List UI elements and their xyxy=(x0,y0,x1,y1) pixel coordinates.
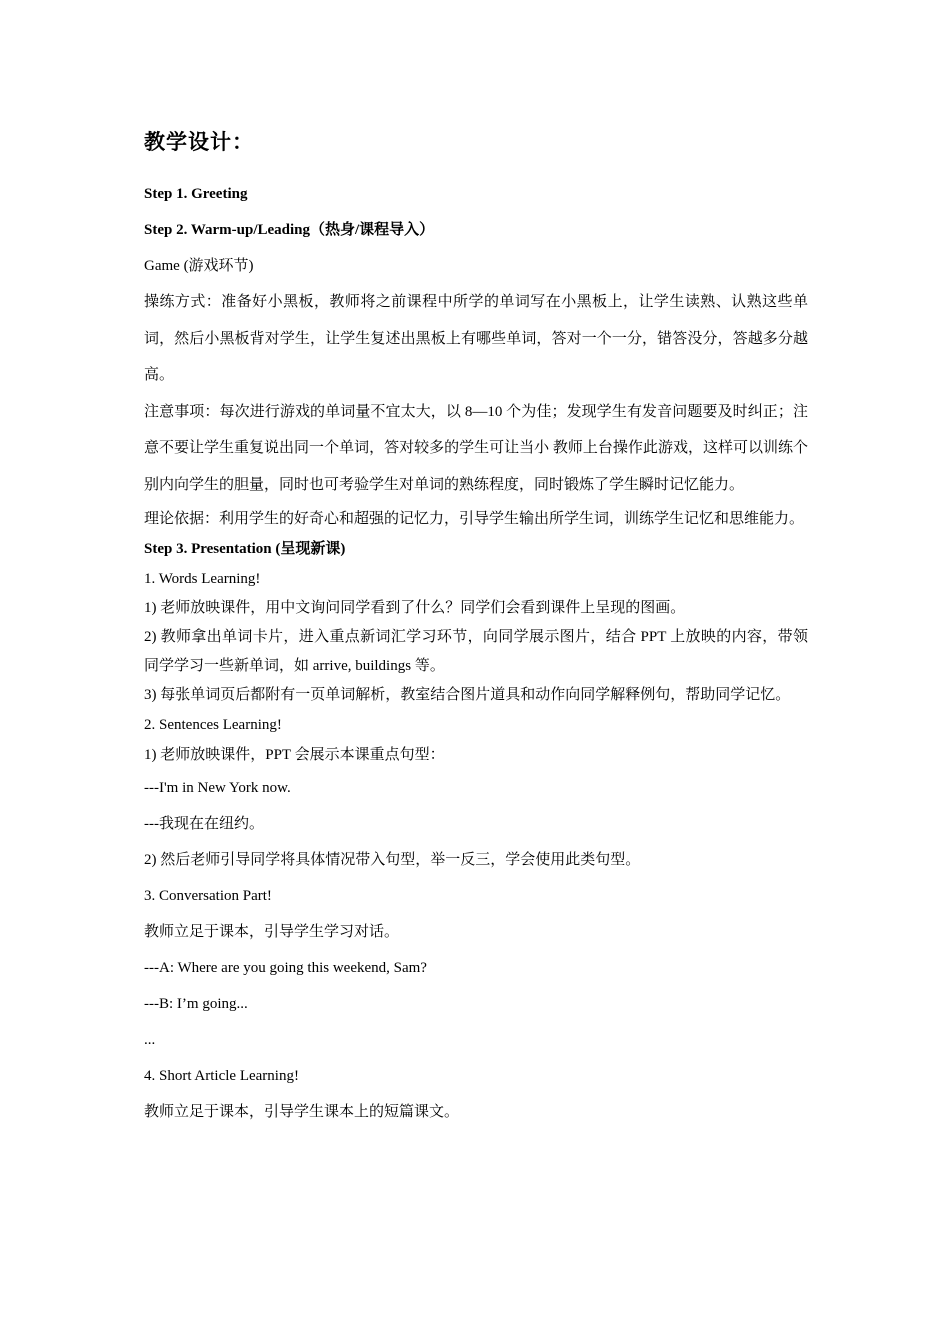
conversation-line-b: ---B: I’m going... xyxy=(144,996,248,1012)
sentences-learning-item-1: 1) 老师放映课件，PPT 会展示本课重点句型： xyxy=(144,747,445,763)
document-body xyxy=(144,126,808,1130)
sentence-example-chinese: ---我现在在纽约。 xyxy=(144,816,264,832)
words-learning-item-3: 3) 每张单词页后都附有一页单词解析，教室结合图片道具和动作向同学解释例句，帮助同学记忆。 xyxy=(144,687,791,703)
step1-heading: Step 1. Greeting xyxy=(144,186,248,202)
words-learning-heading: 1. Words Learning! xyxy=(144,571,261,587)
conversation-ellipsis: ... xyxy=(144,1032,156,1048)
words-learning-item-2: 2) 教师拿出单词卡片，进入重点新词汇学习环节，向同学展示图片，结合 PPT 上放映的内容，带领同学学习一些新单词，如 arrive, buildings 等。 xyxy=(144,629,808,674)
words-learning-item-1: 1) 老师放映课件，用中文询问同学看到了什么？同学们会看到课件上呈现的图画。 xyxy=(144,600,686,616)
notes-paragraph: 注意事项：每次进行游戏的单词量不宜太大，以 8—10 个为佳；发现学生有发音问题要及时纠正；注意不要让学生重复说出同一个单词，答对较多的学生可让当小 教师上台操作此游戏，这样可以训练个别内向学生的胆量，同时也可考验学生对单词的熟练程度，同时锻炼了学生瞬时记忆能力。 xyxy=(144,403,808,493)
step3-heading: Step 3. Presentation (呈现新课) xyxy=(144,541,346,557)
conversation-intro: 教师立足于课本，引导学生学习对话。 xyxy=(144,924,400,940)
short-article-intro: 教师立足于课本，引导学生课本上的短篇课文。 xyxy=(144,1104,460,1120)
theory-paragraph: 理论依据：利用学生的好奇心和超强的记忆力，引导学生输出所学生词，训练学生记忆和思维能力。 xyxy=(144,511,805,527)
short-article-heading: 4. Short Article Learning! xyxy=(144,1068,299,1084)
step2-heading: Step 2. Warm-up/Leading（热身/课程导入） xyxy=(144,222,435,238)
conversation-heading: 3. Conversation Part! xyxy=(144,888,272,904)
method-paragraph: 操练方式：准备好小黑板，教师将之前课程中所学的单词写在小黑板上，让学生读熟、认熟这些单词，然后小黑板背对学生，让学生复述出黑板上有哪些单词，答对一个一分，错答没分，答越多分越高。 xyxy=(144,294,808,383)
conversation-line-a: ---A: Where are you going this weekend, Sam? xyxy=(144,960,427,976)
sentences-learning-heading: 2. Sentences Learning! xyxy=(144,717,282,733)
page-title: 教学设计： xyxy=(144,130,254,154)
sentences-learning-item-2: 2) 然后老师引导同学将具体情况带入句型，举一反三，学会使用此类句型。 xyxy=(144,852,641,868)
sentence-example-english: ---I'm in New York now. xyxy=(144,780,291,796)
game-label: Game (游戏环节) xyxy=(144,258,254,274)
